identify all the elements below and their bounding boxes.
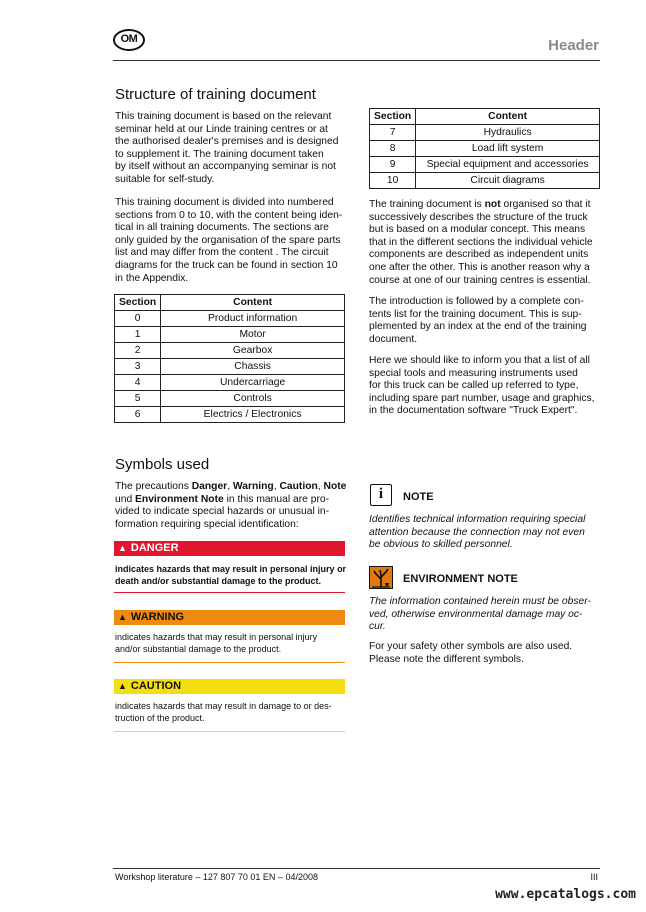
content-cell: Chassis <box>161 359 345 375</box>
text-line: components are described as independent units <box>369 249 589 261</box>
content-cell: Motor <box>161 327 345 343</box>
text-run: in this manual are pro- <box>223 493 330 505</box>
om-logo: OM <box>113 29 145 51</box>
text-run: , <box>317 481 324 492</box>
warning-divider <box>114 662 345 663</box>
text-line: course at one of our training centres is essential. <box>369 274 591 286</box>
table-row <box>370 141 600 157</box>
text-run: The precautions <box>115 481 192 492</box>
text-line: indicates hazards that may result in damage to or des- <box>115 701 332 711</box>
dead-tree-icon <box>370 567 392 588</box>
warning-triangle-icon: ▲ <box>118 612 127 622</box>
symbols-intro <box>115 481 355 531</box>
text-run: , <box>227 481 233 492</box>
danger-label <box>114 541 345 556</box>
text-line: attention because the connection may not even <box>369 526 585 538</box>
text-line: that in the different sections the individual vehicle <box>369 236 593 248</box>
caution-label-text: CAUTION <box>130 680 182 692</box>
term-caution: Caution <box>279 481 318 492</box>
text-line: seminar held at our Linde training centres or at <box>115 123 328 135</box>
environment-note-description <box>369 596 609 634</box>
table-row <box>115 327 345 343</box>
section-cell: 3 <box>115 359 161 375</box>
text-line: one after the other. This is another reason why a <box>369 261 590 273</box>
environment-note-title: ENVIRONMENT NOTE <box>403 573 518 585</box>
table-header-content: Content <box>416 109 600 125</box>
text-line: ved, otherwise environmental damage may oc- <box>369 608 583 620</box>
right-para-3 <box>369 355 609 418</box>
text-line: in the Appendix. <box>115 272 189 284</box>
table-row <box>115 375 345 391</box>
warning-triangle-icon: ▲ <box>118 543 127 553</box>
section-cell: 0 <box>115 311 161 327</box>
sections-table-1 <box>114 294 345 423</box>
warning-triangle-icon: ▲ <box>118 681 127 691</box>
text-line: death and/or substantial damage to the product. <box>115 575 322 586</box>
text-line: diagrams for the truck can be found in section 10 <box>115 259 338 271</box>
table-row <box>115 407 345 423</box>
section-cell: 7 <box>370 125 416 141</box>
text-line: and/or substantial damage to the product. <box>115 643 282 654</box>
danger-label-text: DANGER <box>130 542 179 554</box>
text-line: tents list for the training document. This is sup- <box>369 308 582 320</box>
section-cell: 2 <box>115 343 161 359</box>
section-cell: 8 <box>370 141 416 157</box>
sections-table-2 <box>369 108 600 189</box>
term-warning: Warning <box>232 481 274 492</box>
danger-divider <box>114 592 345 593</box>
table-header-section: Section <box>370 109 416 125</box>
text-line: The information contained herein must be obser- <box>369 596 591 607</box>
section-cell: 4 <box>115 375 161 391</box>
table-row <box>370 173 600 189</box>
text-line <box>115 494 355 507</box>
text-line: successively describes the structure of the truck <box>369 211 588 223</box>
symbols-heading: Symbols used <box>115 456 210 473</box>
text-line: The introduction is followed by a complete con- <box>369 296 584 307</box>
warning-label-text: WARNING <box>130 611 185 623</box>
text-line: Here we should like to inform you that a list of all <box>369 355 590 366</box>
content-cell: Load lift system <box>416 141 600 157</box>
watermark: www.epcatalogs.com <box>495 887 636 902</box>
section-cell: 1 <box>115 327 161 343</box>
term-env: Environment Note <box>135 493 224 505</box>
text-line: formation requiring special identification: <box>115 518 299 530</box>
text-line: vided to indicate special hazards or unusual in- <box>115 506 330 518</box>
table-row <box>115 359 345 375</box>
danger-description <box>115 564 347 587</box>
text-line: only guided by the organisation of the spare parts <box>115 234 341 246</box>
text-line: plemented by an index at the end of the training <box>369 321 587 333</box>
caution-description <box>115 701 347 724</box>
text-line: tical in all training documents. The sections are <box>115 222 329 234</box>
section-cell: 6 <box>115 407 161 423</box>
caution-divider <box>114 731 345 732</box>
text-line: indicates hazards that may result in personal injury or <box>115 564 347 574</box>
text-line: list and may differ from the content . The circuit <box>115 247 329 259</box>
content-cell: Product information <box>161 311 345 327</box>
right-para-2 <box>369 296 609 346</box>
text-line: suitable for self-study. <box>115 173 215 185</box>
content-cell: Special equipment and accessories <box>416 157 600 173</box>
content-cell: Circuit diagrams <box>416 173 600 189</box>
text-line: This training document is divided into numbered <box>115 197 334 208</box>
warning-description <box>115 632 347 655</box>
warning-label <box>114 610 345 625</box>
header-rule <box>113 60 600 61</box>
text-line: the authorised dealer's premises and is designed <box>115 136 339 148</box>
footer-text: Workshop literature – 127 807 70 01 EN – 04/2008 <box>115 872 318 882</box>
text-line: to supplement it. The training document taken <box>115 148 324 160</box>
section-cell: 10 <box>370 173 416 189</box>
text-line: For your safety other symbols are also used. <box>369 641 573 652</box>
text-line: sections from 0 to 10, with the content being iden- <box>115 209 343 221</box>
table-row <box>370 125 600 141</box>
term-danger: Danger <box>191 481 228 492</box>
text-line: truction of the product. <box>115 712 205 723</box>
text-line: document. <box>369 333 418 345</box>
section-cell: 9 <box>370 157 416 173</box>
text-line: special tools and measuring instruments used <box>369 367 578 379</box>
content-cell: Undercarriage <box>161 375 345 391</box>
text-line: Please note the different symbols. <box>369 653 524 665</box>
text-line <box>115 481 355 494</box>
text-line: but is based on a modular concept. This means <box>369 224 586 236</box>
text-line: cur. <box>369 621 386 633</box>
table-row <box>370 157 600 173</box>
term-note: Note <box>323 481 347 492</box>
text-run: , <box>273 481 280 492</box>
structure-para-1 <box>115 111 355 187</box>
header-title: Header <box>548 37 599 54</box>
text-run: organised so that it <box>500 199 591 210</box>
content-cell: Electrics / Electronics <box>161 407 345 423</box>
note-title: NOTE <box>403 491 434 503</box>
content-cell: Controls <box>161 391 345 407</box>
text-run: The training document is <box>369 199 485 210</box>
environment-icon <box>369 566 393 589</box>
section-cell: 5 <box>115 391 161 407</box>
structure-para-2 <box>115 197 355 285</box>
emphasis-not: not <box>484 199 501 210</box>
text-line: including spare part number, usage and graphics, <box>369 392 595 404</box>
text-line: for this truck can be called up referred to type, <box>369 380 579 392</box>
text-line: by itself without an accompanying seminar is not <box>115 161 336 173</box>
structure-heading: Structure of training document <box>115 86 316 103</box>
note-description <box>369 514 609 552</box>
info-icon: i <box>370 484 392 506</box>
text-line <box>369 199 609 212</box>
page-number: III <box>590 872 598 882</box>
footer-rule <box>113 868 600 869</box>
text-run: und <box>115 493 136 505</box>
table-header-section: Section <box>115 295 161 311</box>
table-header-content: Content <box>161 295 345 311</box>
text-line: in the documentation software "Truck Expert". <box>369 405 578 417</box>
table-row <box>115 391 345 407</box>
text-line: This training document is based on the relevant <box>115 111 332 122</box>
table-row <box>115 343 345 359</box>
right-para-1 <box>369 199 609 287</box>
closing-paragraph <box>369 641 609 666</box>
content-cell: Hydraulics <box>416 125 600 141</box>
content-cell: Gearbox <box>161 343 345 359</box>
text-line: be obvious to skilled personnel. <box>369 539 513 551</box>
table-row <box>115 311 345 327</box>
caution-label <box>114 679 345 694</box>
text-line: indicates hazards that may result in personal injury <box>115 632 318 642</box>
text-line: Identifies technical information requiring special <box>369 514 586 525</box>
